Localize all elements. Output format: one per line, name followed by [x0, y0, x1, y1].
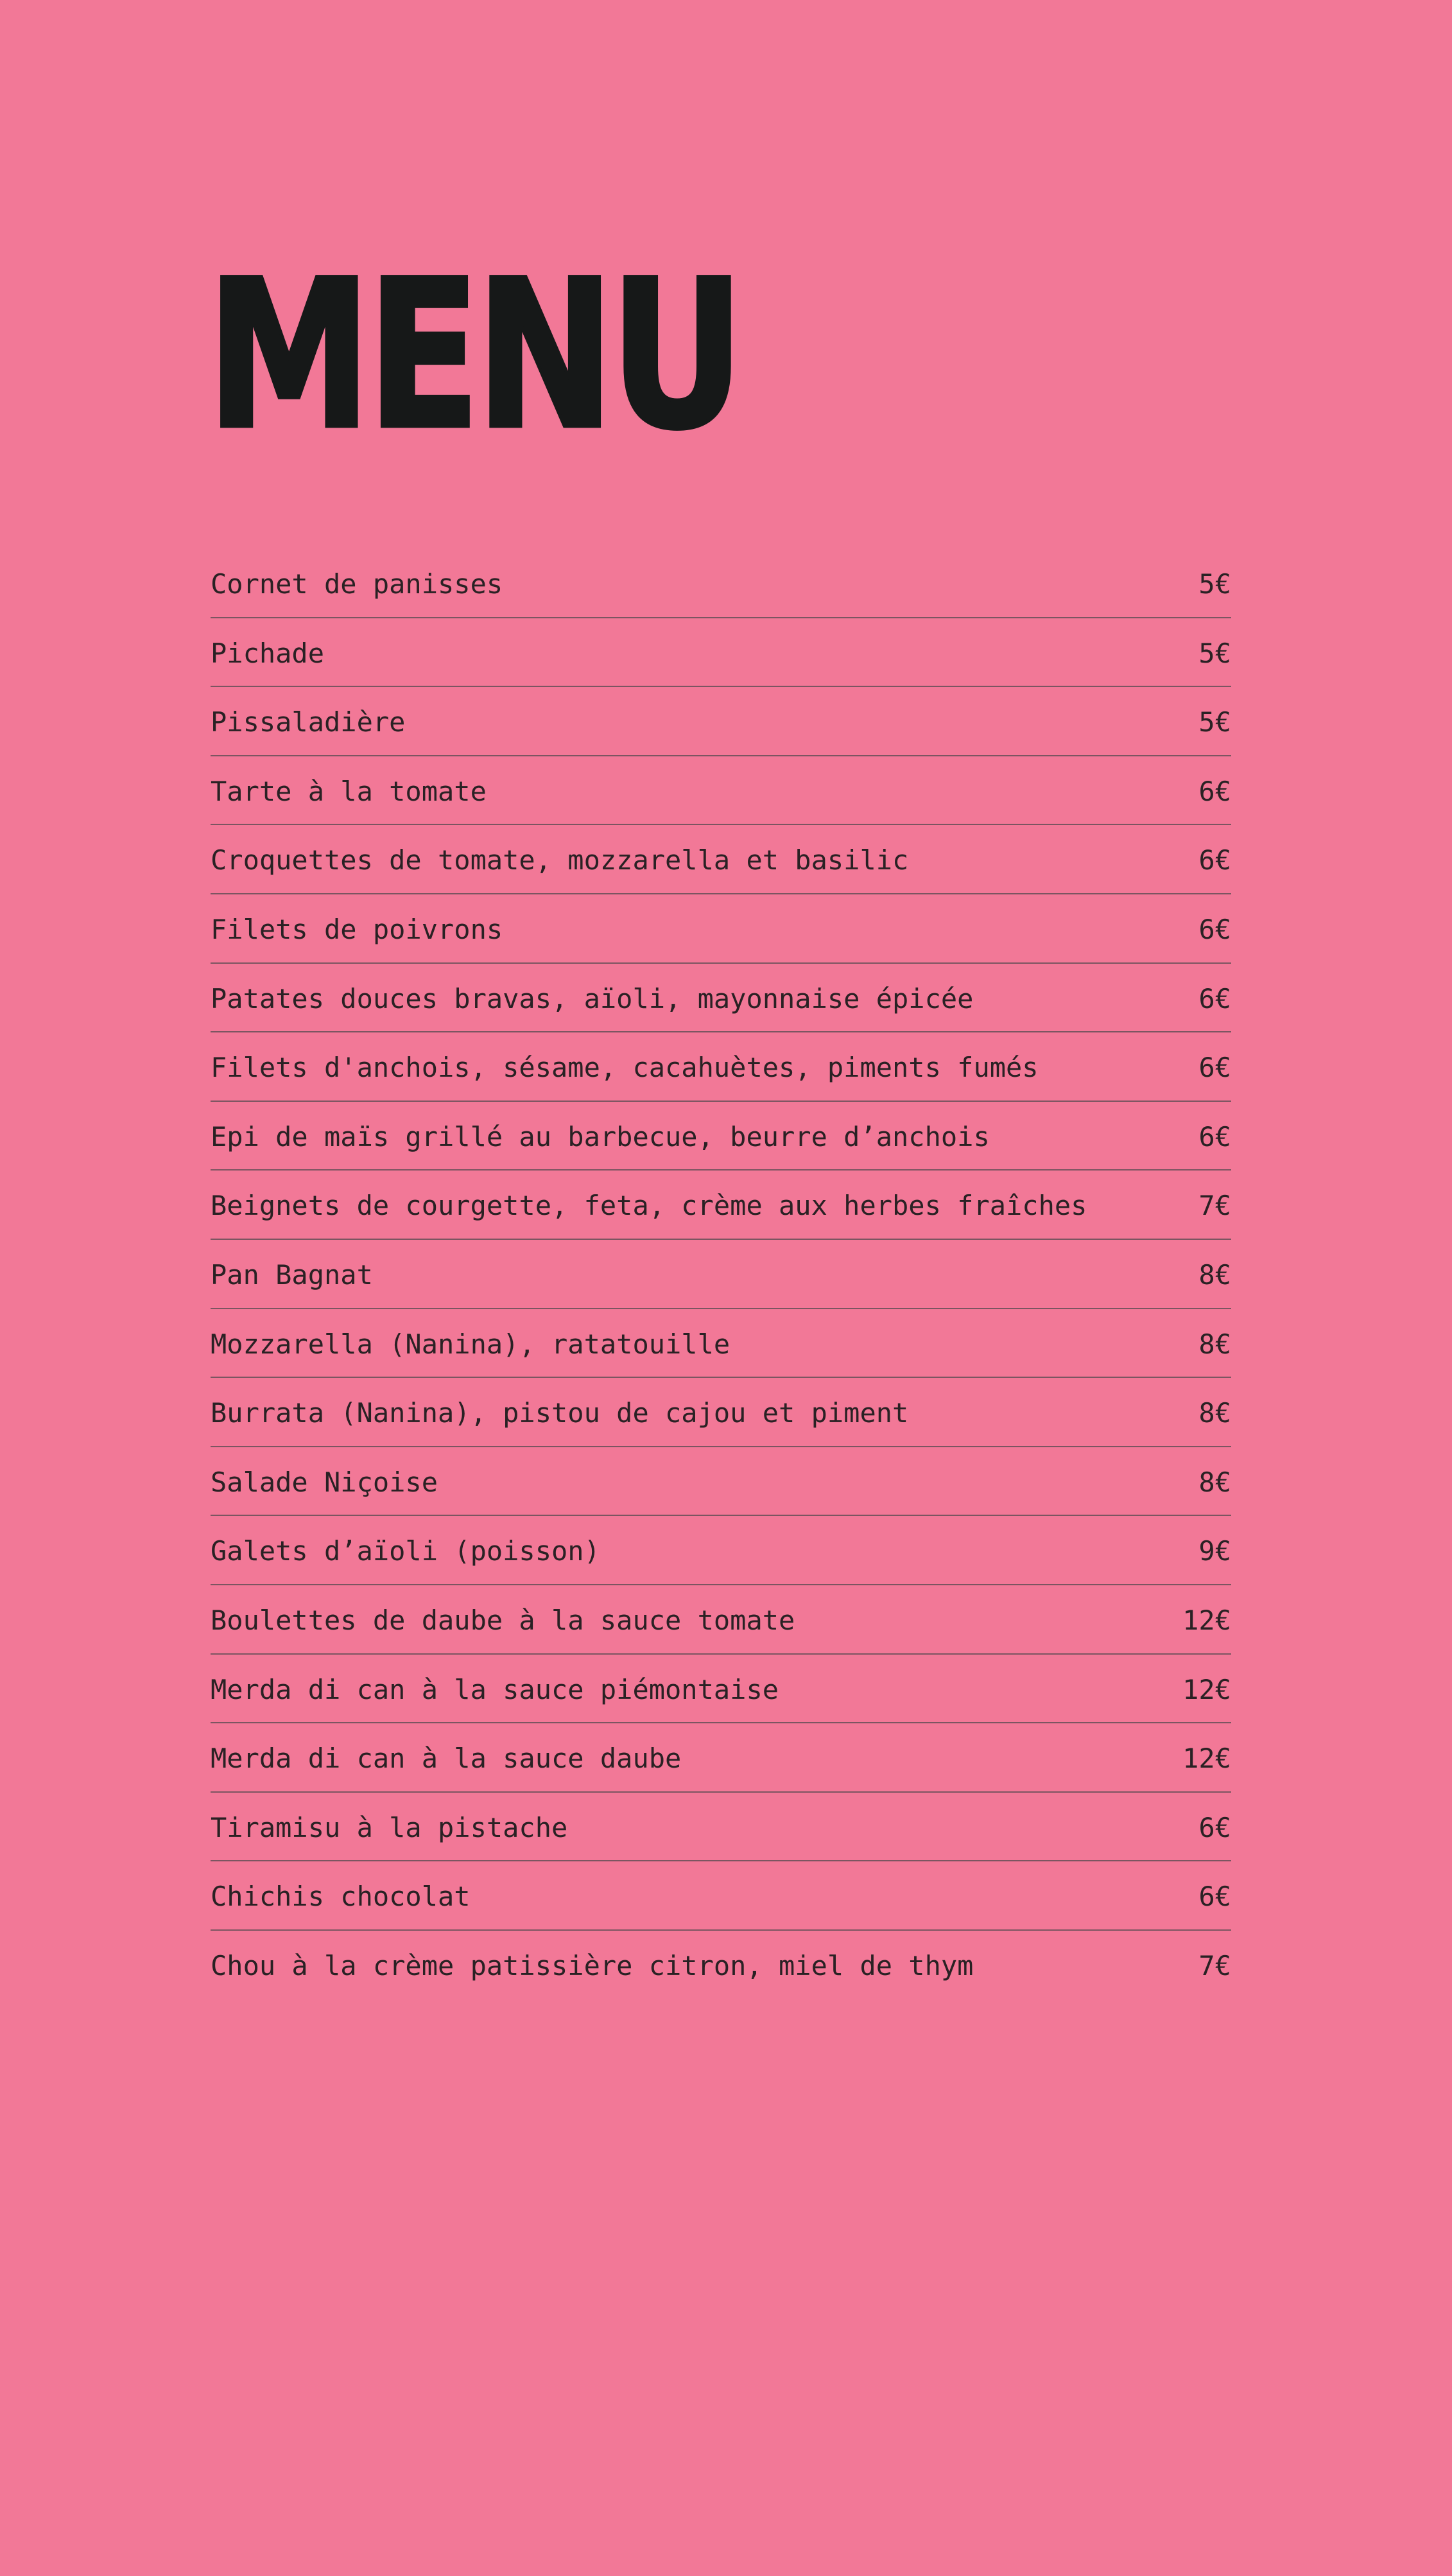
menu-item	[211, 1102, 1231, 1171]
item-price: 12€	[1182, 1604, 1231, 1636]
item-name: Chou à la crème patissière citron, miel de thym	[211, 1949, 974, 1981]
item-name: Pan Bagnat	[211, 1258, 373, 1291]
menu-item	[211, 1655, 1231, 1724]
menu-item	[211, 1793, 1231, 1862]
item-price: 8€	[1198, 1466, 1231, 1498]
item-price: 6€	[1198, 1120, 1231, 1153]
item-price: 5€	[1198, 706, 1231, 738]
menu-item	[211, 1032, 1231, 1102]
item-name: Merda di can à la sauce daube	[211, 1743, 682, 1775]
item-price: 8€	[1198, 1397, 1231, 1429]
item-name: Filets d'anchois, sésame, cacahuètes, piments fumés	[211, 1052, 1039, 1084]
item-name: Mozzarella (Nanina), ratatouille	[211, 1328, 730, 1360]
item-name: Pissaladière	[211, 706, 406, 738]
menu-item	[211, 825, 1231, 894]
item-name: Chichis chocolat	[211, 1881, 471, 1913]
menu-item	[211, 1171, 1231, 1240]
menu-item	[211, 1723, 1231, 1793]
menu-item	[211, 964, 1231, 1033]
item-name: Beignets de courgette, feta, crème aux herbes fraîches	[211, 1190, 1087, 1222]
item-price: 8€	[1198, 1258, 1231, 1291]
menu-item	[211, 549, 1231, 618]
menu-item	[211, 1861, 1231, 1931]
item-price: 6€	[1198, 775, 1231, 807]
item-name: Galets d’aïoli (poisson)	[211, 1535, 600, 1567]
item-price: 6€	[1198, 1811, 1231, 1843]
menu-item	[211, 1309, 1231, 1379]
menu-item	[211, 1378, 1231, 1447]
item-price: 5€	[1198, 568, 1231, 600]
item-price: 6€	[1198, 913, 1231, 945]
menu-item	[211, 1516, 1231, 1585]
item-price: 5€	[1198, 637, 1231, 669]
item-price: 9€	[1198, 1535, 1231, 1567]
item-price: 6€	[1198, 1052, 1231, 1084]
item-price: 6€	[1198, 1881, 1231, 1913]
item-name: Tiramisu à la pistache	[211, 1811, 568, 1843]
item-price: 8€	[1198, 1328, 1231, 1360]
menu-item	[211, 687, 1231, 756]
item-price: 12€	[1182, 1743, 1231, 1775]
item-name: Burrata (Nanina), pistou de cajou et piment	[211, 1397, 909, 1429]
item-name: Merda di can à la sauce piémontaise	[211, 1673, 779, 1705]
item-name: Patates douces bravas, aïoli, mayonnaise épicée	[211, 982, 974, 1014]
item-name: Filets de poivrons	[211, 913, 503, 945]
item-name: Croquettes de tomate, mozzarella et basilic	[211, 844, 909, 876]
menu-item	[211, 1585, 1231, 1655]
item-name: Boulettes de daube à la sauce tomate	[211, 1604, 795, 1636]
menu-item	[211, 756, 1231, 826]
menu-item	[211, 1447, 1231, 1517]
item-name: Pichade	[211, 637, 325, 669]
item-name: Epi de maïs grillé au barbecue, beurre d’anchois	[211, 1120, 990, 1153]
item-name: Salade Niçoise	[211, 1466, 438, 1498]
item-price: 7€	[1198, 1190, 1231, 1222]
item-name: Tarte à la tomate	[211, 775, 487, 807]
item-price: 6€	[1198, 982, 1231, 1014]
item-name: Cornet de panisses	[211, 568, 503, 600]
menu-item	[211, 894, 1231, 964]
menu-item	[211, 618, 1231, 688]
menu-item	[211, 1240, 1231, 1309]
menu-item	[211, 1931, 1231, 2000]
menu-list	[211, 549, 1231, 1999]
item-price: 6€	[1198, 844, 1231, 876]
item-price: 7€	[1198, 1949, 1231, 1981]
page-title: MENU	[207, 236, 740, 474]
item-price: 12€	[1182, 1673, 1231, 1705]
